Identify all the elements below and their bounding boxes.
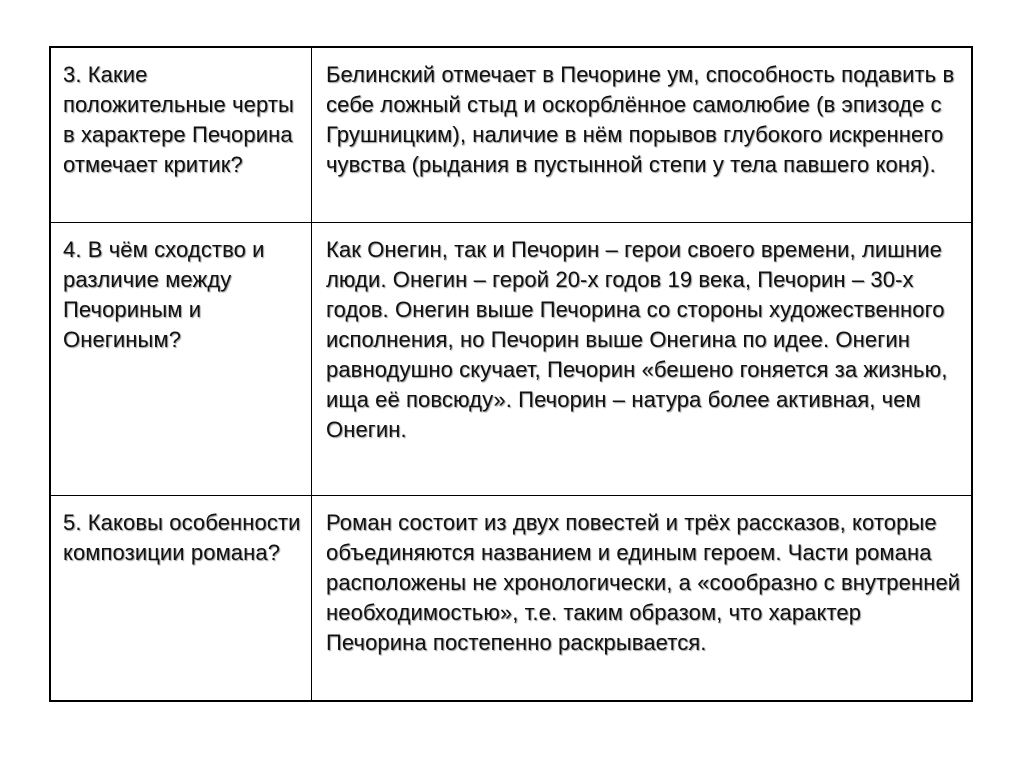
question-cell <box>50 496 312 702</box>
answer-text: Как Онегин, так и Печорин – герои своего времени, лишние люди. Онегин – герой 20-х годов 19 века, Печорин – 30-х годов. Онегин выше Печорина со стороны художественного исполнения, но Печорин выше Онегина по идее. Онегин равнодушно скучает, Печорин «бешено гоняется за жизнью, ища её повсюду». Печорин – натура более активная, чем Онегин. <box>326 237 948 442</box>
answer-cell <box>312 496 973 702</box>
table-row <box>50 223 972 496</box>
question-text: 5. Каковы особенности композиции романа? <box>63 510 301 565</box>
answer-cell <box>312 223 973 496</box>
answer-cell <box>312 47 973 223</box>
answer-text: Белинский отмечает в Печорине ум, способность подавить в себе ложный стыд и оскорблённое самолюбие (в эпизоде с Грушницким), наличие в нём порывов глубокого искреннего чувства (рыдания в пустынной степи у тела павшего коня). <box>326 62 955 177</box>
table-row <box>50 47 972 223</box>
qa-table <box>49 46 973 702</box>
question-cell <box>50 223 312 496</box>
question-text: 3. Какие положительные черты в характере Печорина отмечает критик? <box>63 62 294 177</box>
table-row <box>50 496 972 702</box>
question-text: 4. В чём сходство и различие между Печориным и Онегиным? <box>63 237 265 352</box>
question-cell <box>50 47 312 223</box>
answer-text: Роман состоит из двух повестей и трёх рассказов, которые объединяются названием и единым героем. Части романа расположены не хронологически, а «сообразно с внутренней необходимостью», т.е. таким образом, что характер Печорина постепенно раскрывается. <box>326 510 961 655</box>
